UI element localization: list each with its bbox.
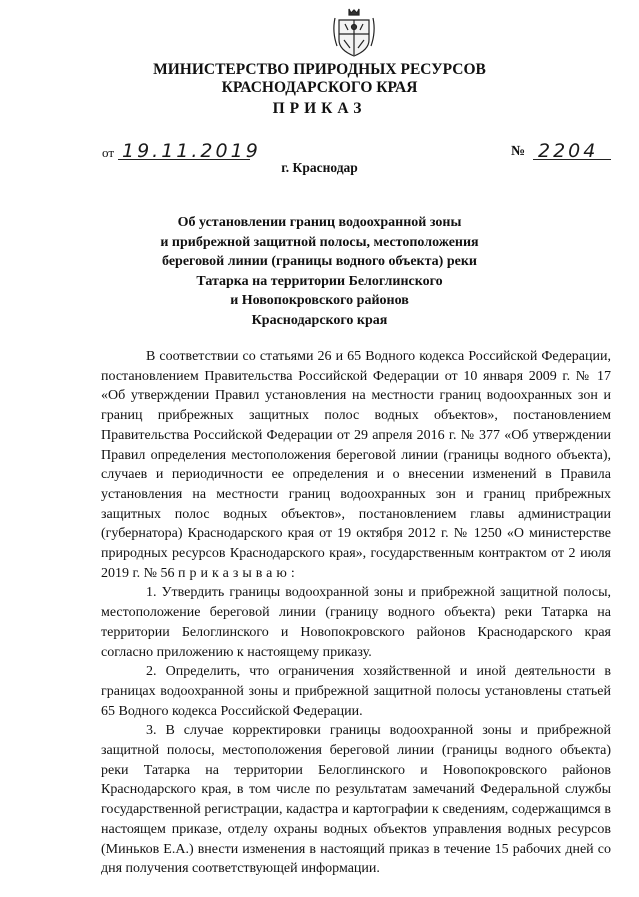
order-body	[101, 347, 611, 879]
subject-line: и Новопокровского районов	[230, 293, 409, 309]
subject-line: береговой линии (границы водного объекта) реки	[162, 254, 477, 270]
ministry-name-line-2: КРАСНОДАРСКОГО КРАЯ	[221, 79, 418, 96]
ministry-name-line-1: МИНИСТЕРСТВО ПРИРОДНЫХ РЕСУРСОВ	[153, 61, 486, 78]
date-label: от	[102, 145, 115, 160]
krasnodar-coat-of-arms-icon	[331, 6, 377, 58]
intro-paragraph	[101, 347, 611, 583]
item-2: 2. Определить, что ограничения хозяйственной и иной деятельности в границах водоохранной зоны и прибрежной защитной полосы установлены статьей 65 Водного кодекса Российской Федерации.	[101, 664, 611, 719]
item-3: 3. В случае корректировки границы водоохранной зоны и прибрежной защитной полосы, местоположения береговой линии (границы водного объекта) реки Татарка на территории Белоглинского и Новопокровского районов Краснодарского края, в том числе по результатам замечаний Федеральной службы государственной регистрации, кадастра и картографии к сведениям, содержащимся в настоящем приказе, отделу охраны водных объектов управления водных ресурсов (Миньков Е.А.) внести изменения в настоящий приказ в течение 15 рабочих дней со дня получения соответствующей информации.	[101, 723, 611, 877]
intro-text: В соответствии со статьями 26 и 65 Водного кодекса Российской Федерации, постановлением Правительства Российской Федерации от 10 января 2009 г. № 17 «Об утверждении Правил установления на местности границ водоохранных зон и границ прибрежных защитных полос водных объектов», постановлением Правительства Российской Федерации от 29 апреля 2016 г. № 377 «Об утверждении Правил определения местоположения береговой линии (границы водного объекта), случаев и периодичности ее определения и о внесении изменений в Правила установления на местности границ водоохранных зон и границ прибрежных защитных полос водных объектов», постановлением главы администрации (губернатора) Краснодарского края от 19 октября 2012 г. № 1250 «О министерстве природных ресурсов Краснодарского края», государственным контрактом от 2 июля 2019 г. № 56	[101, 349, 611, 581]
subject-line: Об установлении границ водоохранной зоны	[177, 215, 462, 230]
city: г. Краснодар	[281, 160, 358, 175]
subject-line: Татарка на территории Белоглинского	[196, 273, 443, 289]
order-number: 2204	[538, 140, 599, 162]
intro-command: приказываю:	[178, 565, 299, 581]
item-1: 1. Утвердить границы водоохранной зоны и прибрежной защитной полосы, местоположение береговой линии (границу водного объекта) реки Татарка на территории Белоглинского и Новопокровского районов Краснодарского края согласно приложению к настоящему приказу.	[101, 585, 611, 660]
order-title: ПРИКАЗ	[272, 100, 367, 117]
subject-line: Краснодарского края	[251, 313, 388, 328]
subject-line: и прибрежной защитной полосы, местоположения	[160, 234, 479, 250]
order-date: 19.11.2019	[122, 140, 261, 162]
number-label: №	[511, 144, 526, 159]
